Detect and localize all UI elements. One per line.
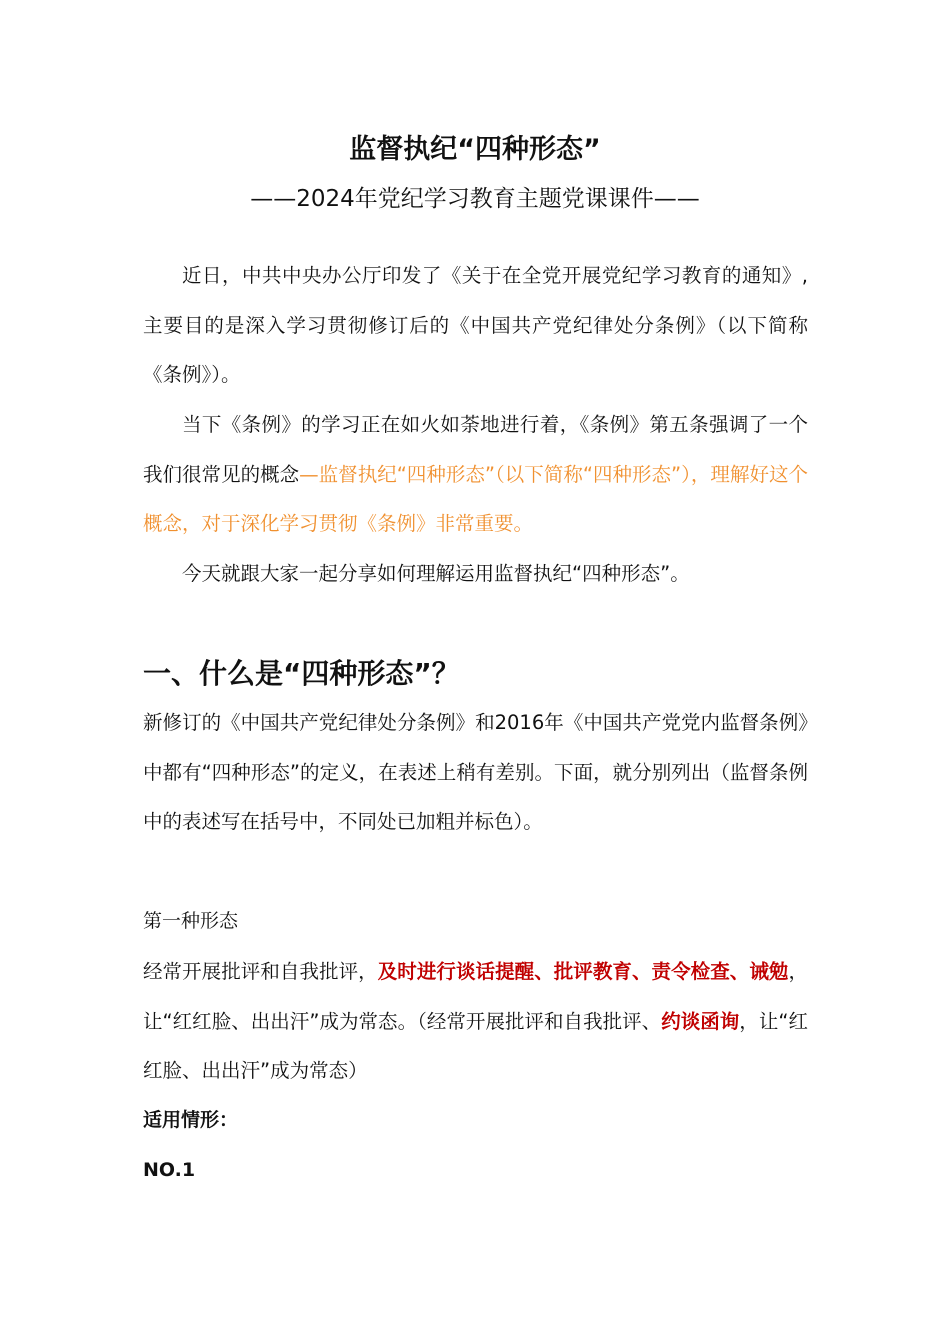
number-label: NO.1	[143, 1159, 196, 1181]
form-1-highlight-d: 约谈函询	[661, 1009, 740, 1033]
document-title: 监督执纪“四种形态”	[349, 134, 601, 165]
form-1-text-c: ，让“红红脸、出出汗”成为常态。（经常开展批评和自我批评、	[143, 960, 808, 1033]
form-1-label: 第一种形态	[143, 910, 239, 932]
applicable-label: 适用情形：	[143, 1109, 239, 1131]
intro-paragraph-1: 近日，中共中央办公厅印发了《关于在全党开展党纪学习教育的通知》,主要目的是深入学习贯彻修订后的《中国共产党纪律处分条例》（以下简称《条例》）。	[143, 264, 808, 386]
form-1-highlight-b: 及时进行谈话提醒、批评教育、责令检查、诫勉	[377, 960, 789, 983]
section-1-paragraph: 新修订的《中国共产党纪律处分条例》和2016年《中国共产党党内监督条例》中都有“四种形态”的定义，在表述上稍有差别。下面，就分别列出（监督条例中的表述写在括号中，不同处已加粗并标色）。	[143, 711, 808, 833]
document-subtitle: ——2024年党纪学习教育主题党课课件——	[250, 186, 700, 212]
intro-paragraph-2-highlight: —监督执纪“四种形态”（以下简称“四种形态”），理解好这个概念，对于深化学习贯彻《条例》非常重要。	[143, 462, 808, 535]
intro-paragraph-3: 今天就跟大家一起分享如何理解运用监督执纪“四种形态”。	[182, 562, 690, 585]
section-1-heading: 一、什么是“四种形态”？	[143, 657, 460, 690]
form-1-text-a: 经常开展批评和自我批评，	[143, 960, 378, 983]
form-1-definition	[143, 947, 808, 1096]
intro-paragraph-2	[143, 400, 808, 549]
intro-paragraph-2-text: 当下《条例》的学习正在如火如荼地进行着，《条例》第五条强调了一个我们很常见的概念	[143, 413, 808, 486]
form-1-text-e: ，让“红红脸、出出汗”成为常态）	[143, 1009, 808, 1082]
